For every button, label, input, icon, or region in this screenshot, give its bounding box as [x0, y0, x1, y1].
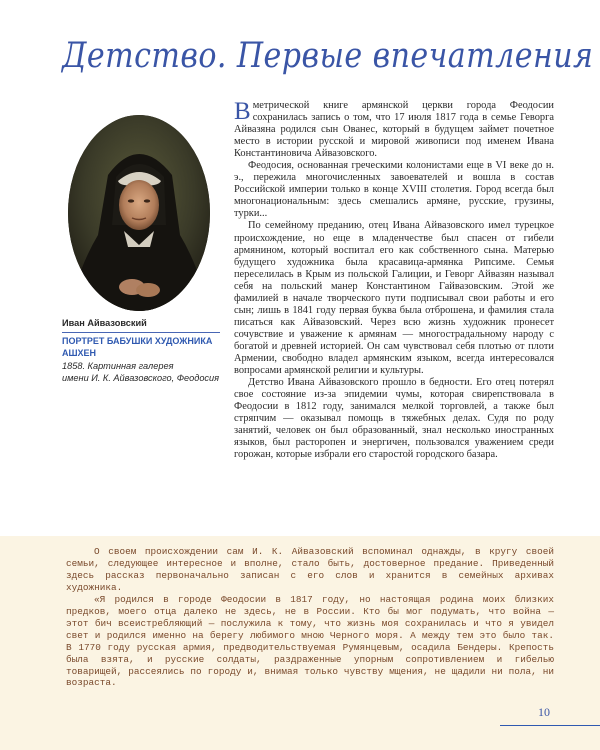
caption-year-gallery: 1858. Картинная галерея [62, 360, 174, 371]
page-number: 10 [538, 705, 550, 719]
portrait-caption [62, 317, 222, 384]
main-article [234, 100, 554, 461]
portrait-image [68, 115, 210, 311]
article-paragraph-2: Феодосия, основанная греческими колонистами еще в VI веке до н. э., пережила многочисленных завоевателей и вошла в состав Российской империи только в конце XVIII столетия. Город всегда был многонациональным: здесь смешались армяне, русские, грузины, турки... [234, 160, 554, 220]
drop-cap: В [234, 98, 251, 125]
caption-place: имени И. К. Айвазовского, Феодосия [62, 372, 220, 383]
quote-paragraph-1: О своем происхождении сам И. К. Айвазовский вспоминал однажды, в кругу своей семьи, следующее интересное и вполне, стало быть, достоверное предание. Приведенный здесь рассказ первоначально записан с его слов и хранится в семейных архивах художника. [66, 546, 554, 593]
article-paragraph-1: В метрической книге армянской церкви города Феодосии сохранилась запись о том, что 17 июля 1817 года в семье Геворга Айвазяна родился сын Ованес, который в будущем займет почетное место в истории русской и мировой живописи под именем Ивана Константиновича Айвазовского. [234, 98, 554, 160]
page-number-rule [500, 725, 600, 726]
chapter-title: Детство. Первые впечатления [62, 36, 594, 76]
portrait-painting [68, 115, 210, 311]
quote-block [66, 546, 554, 689]
quote-paragraph-2: «Я родился в городе Феодосии в 1817 году, но настоящая родина моих близких предков, моего отца далеко не здесь, не в России. Кто бы мог подумать, что война — этот бич всеистребляющий — послужила к тому, что жизнь моя сохранилась и что я увидел свет и родился именно на берегу любимого мною Черного моря. А между тем это было так. В 1770 году русская армия, предводительствуемая Румянцевым, осадила Бендеры. Крепость была взята, и русские солдаты, раздраженные упорным сопротивлением и гибелью товарищей, рассеялись по городу и, внимая только чувству мщения, не щадили ни пола, ни возраста. [66, 593, 554, 689]
caption-divider [62, 332, 220, 333]
article-paragraph-4: Детство Ивана Айвазовского прошло в бедности. Его отец потерял свое состояние из-за эпидемии чумы, которая свирепствовала в Феодосии в 1812 году, занимался мелкой торговлей, а также был стряпчим — оказывал помощь в тяжебных делах. Судя по роду занятий, человек он был образованный, знал несколько иностранных языков, был расторопен и энергичен, пользовался уважением среди горожан, которые избрали его старостой городского базара. [234, 377, 554, 461]
article-paragraph-3: По семейному преданию, отец Ивана Айвазовского имел турецкое происхождение, но еще в младенчестве был спасен от гибели армянином, который воспитал его как собственного сына. Матерью будущего художника была красавица-армянка Рипсиме. Семья переселилась в Крым из польской Галиции, и Геворг Айвазян называл себя на польский манер Константином Гайвазовским. Этой же фамилией в начале творческого пути подписывал свои работы и его сын; лишь в 1841 году первая буква была отброшена, и фамилия стала писаться как Айвазовский. Через всю жизнь художник пронесет сочувствие и уважение к армянам — многострадальному народу с богатой и древней историей. Он сам чувствовал себя плотью от плоти Армении, свободно владел армянским языком, всегда интересовался вопросами армянской религии и культуры. [234, 220, 554, 377]
caption-painting-title: ПОРТРЕТ БАБУШКИ ХУДОЖНИКА АШХЕН [62, 336, 213, 359]
caption-artist: Иван Айвазовский [62, 318, 147, 328]
